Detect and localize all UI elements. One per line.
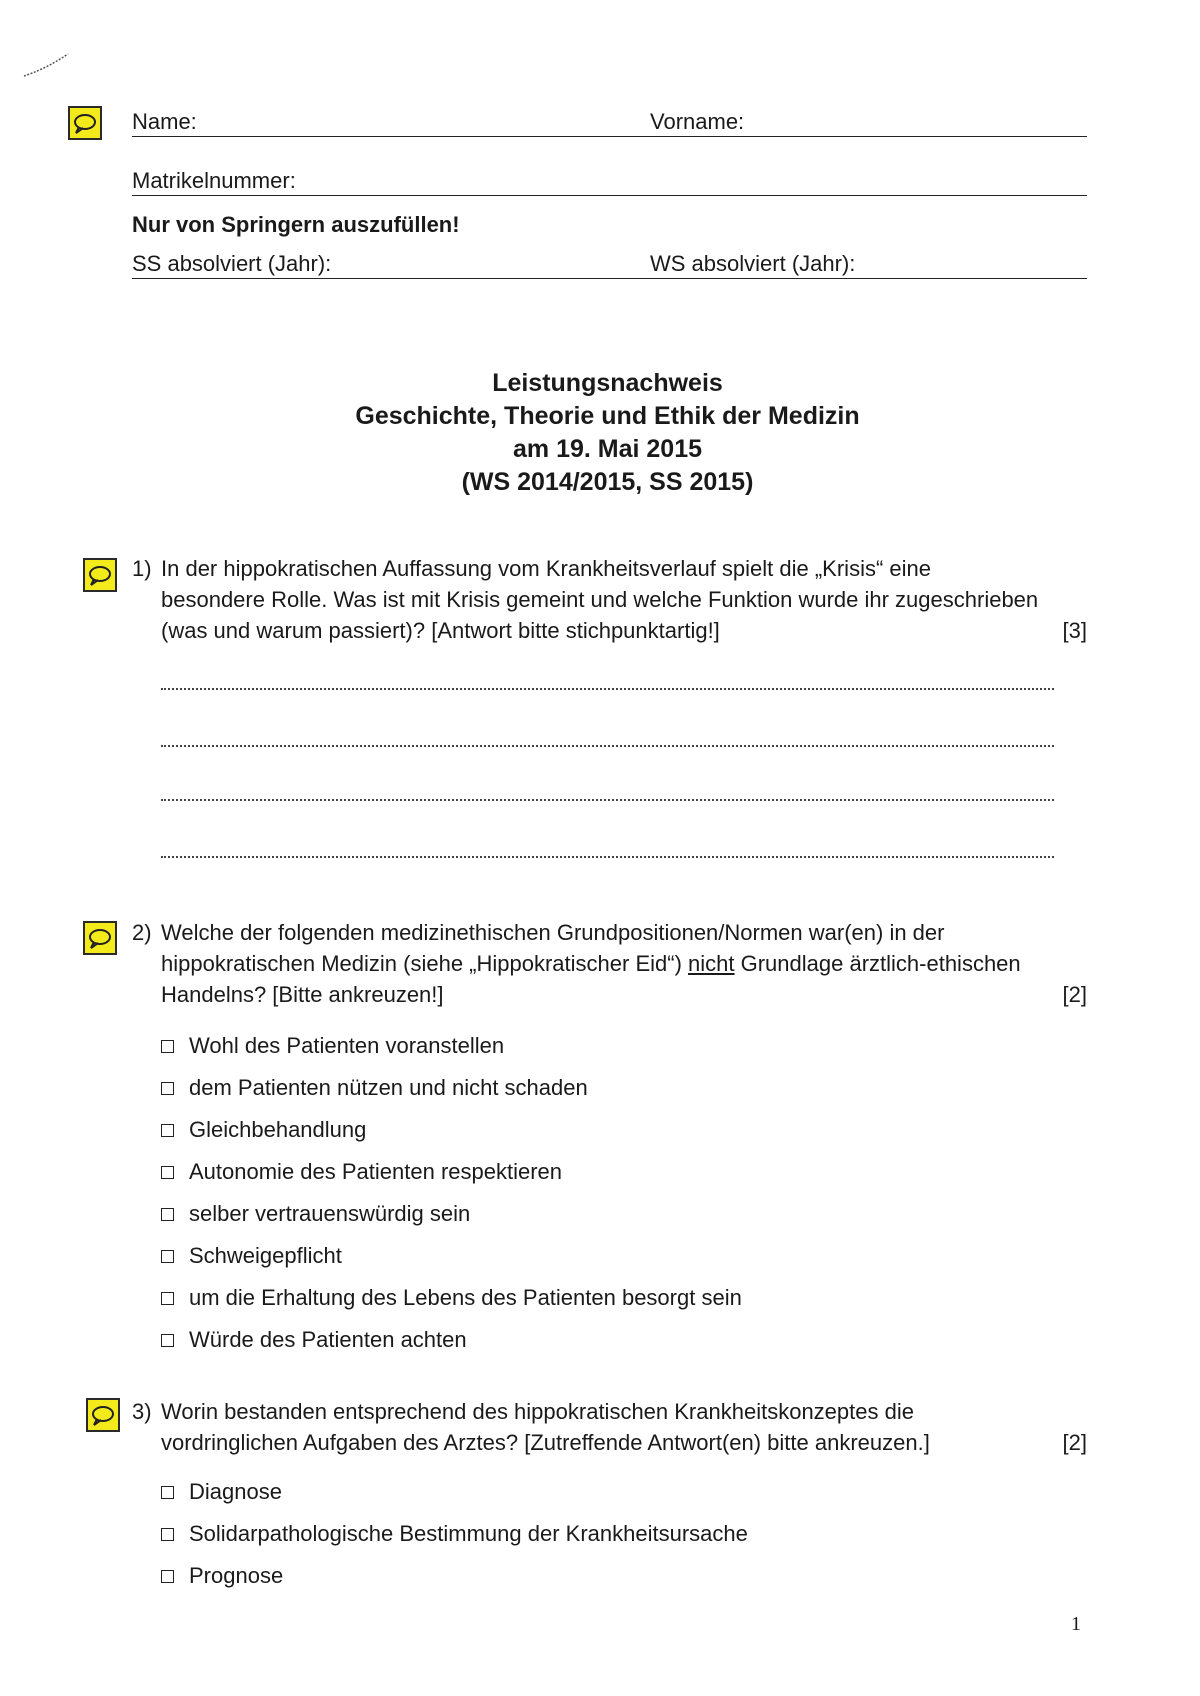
option-label: dem Patienten nützen und nicht schaden xyxy=(189,1075,588,1100)
option-label: Autonomie des Patienten respektieren xyxy=(189,1159,563,1184)
question-2 xyxy=(132,917,1087,1010)
checkbox[interactable] xyxy=(161,1082,174,1095)
question-points: [3] xyxy=(1062,618,1087,643)
title-line-2: Geschichte, Theorie und Ethik der Medizin xyxy=(355,402,860,430)
comment-icon[interactable] xyxy=(86,1398,120,1432)
pen-mark xyxy=(22,52,70,78)
title-line-3: am 19. Mai 2015 xyxy=(512,435,702,463)
checkbox[interactable] xyxy=(161,1334,174,1347)
question-points: [2] xyxy=(1062,982,1087,1007)
option[interactable] xyxy=(161,1193,742,1235)
answer-line[interactable] xyxy=(161,854,1054,858)
comment-icon[interactable] xyxy=(68,106,102,140)
answer-line[interactable] xyxy=(161,743,1054,747)
checkbox[interactable] xyxy=(161,1040,174,1053)
option-label: Schweigepflicht xyxy=(189,1243,342,1268)
comment-icon[interactable] xyxy=(83,921,117,955)
checkbox[interactable] xyxy=(161,1124,174,1137)
answer-line[interactable] xyxy=(161,797,1054,801)
matrikel-row xyxy=(132,167,1087,196)
semester-row xyxy=(132,250,1087,279)
checkbox[interactable] xyxy=(161,1528,174,1541)
question-text-emphasis: nicht xyxy=(688,951,735,976)
question-text: In der hippokratischen Auffassung vom Krankheitsverlauf spielt die „Krisis“ eine besondere Rolle. Was ist mit Krisis gemeint und welche Funktion wurde ihr zugeschrieben (was und warum passiert)? [Antwort bitte stichpunktartig!] xyxy=(161,556,1039,643)
exam-title xyxy=(0,367,1200,499)
option-label: selber vertrauenswürdig sein xyxy=(189,1201,471,1226)
comment-icon[interactable] xyxy=(83,558,117,592)
option[interactable] xyxy=(161,1555,748,1597)
question-3 xyxy=(132,1396,1087,1458)
title-line-1: Leistungsnachweis xyxy=(492,369,723,397)
question-text: Worin bestanden entsprechend des hippokratischen Krankheitskonzeptes die vordringlichen Aufgaben des Arztes? [Zutreffende Antwort(en) bitte ankreuzen.] xyxy=(161,1399,930,1455)
matrikel-label: Matrikelnummer: xyxy=(132,168,296,193)
option-label: Würde des Patienten achten xyxy=(189,1327,467,1352)
question-text-part: Grundlage ärztlich-ethischen Handelns? [Bitte ankreuzen!] xyxy=(161,951,1021,1007)
name-row xyxy=(132,108,1087,137)
option[interactable] xyxy=(161,1067,742,1109)
option-label: Diagnose xyxy=(189,1479,282,1504)
option-label: Gleichbehandlung xyxy=(189,1117,367,1142)
option[interactable] xyxy=(161,1513,748,1555)
checkbox[interactable] xyxy=(161,1570,174,1583)
checkbox[interactable] xyxy=(161,1250,174,1263)
question-text xyxy=(161,917,1087,1010)
question-points: [2] xyxy=(1062,1430,1087,1455)
option[interactable] xyxy=(161,1471,748,1513)
option[interactable] xyxy=(161,1025,742,1067)
ss-label: SS absolviert (Jahr): xyxy=(132,251,332,276)
question-number: 1) xyxy=(132,556,152,581)
question-3-options xyxy=(161,1471,748,1597)
option-label: Wohl des Patienten voranstellen xyxy=(189,1033,505,1058)
option[interactable] xyxy=(161,1277,742,1319)
checkbox[interactable] xyxy=(161,1208,174,1221)
title-line-4: (WS 2014/2015, SS 2015) xyxy=(461,468,754,496)
question-text-part: Welche der folgenden medizinethischen Grundpositionen/Normen war(en) in der hippokratischen Medizin (siehe „Hippokratischer Eid“) xyxy=(161,920,945,976)
question-number: 3) xyxy=(132,1399,152,1424)
ws-label: WS absolviert (Jahr): xyxy=(650,251,856,276)
option-label: Prognose xyxy=(189,1563,284,1588)
checkbox[interactable] xyxy=(161,1486,174,1499)
name-label: Name: xyxy=(132,109,197,134)
vorname-label: Vorname: xyxy=(650,109,745,134)
option[interactable] xyxy=(161,1109,742,1151)
springer-note: Nur von Springern auszufüllen! xyxy=(132,212,460,237)
page-number: 1 xyxy=(1071,1613,1081,1635)
checkbox[interactable] xyxy=(161,1166,174,1179)
question-2-options xyxy=(161,1025,742,1361)
option[interactable] xyxy=(161,1151,742,1193)
option-label: um die Erhaltung des Lebens des Patienten besorgt sein xyxy=(189,1285,742,1310)
checkbox[interactable] xyxy=(161,1292,174,1305)
question-number: 2) xyxy=(132,920,152,945)
option[interactable] xyxy=(161,1319,742,1361)
answer-line[interactable] xyxy=(161,686,1054,690)
question-1 xyxy=(132,553,1087,646)
option[interactable] xyxy=(161,1235,742,1277)
option-label: Solidarpathologische Bestimmung der Krankheitsursache xyxy=(189,1521,748,1546)
